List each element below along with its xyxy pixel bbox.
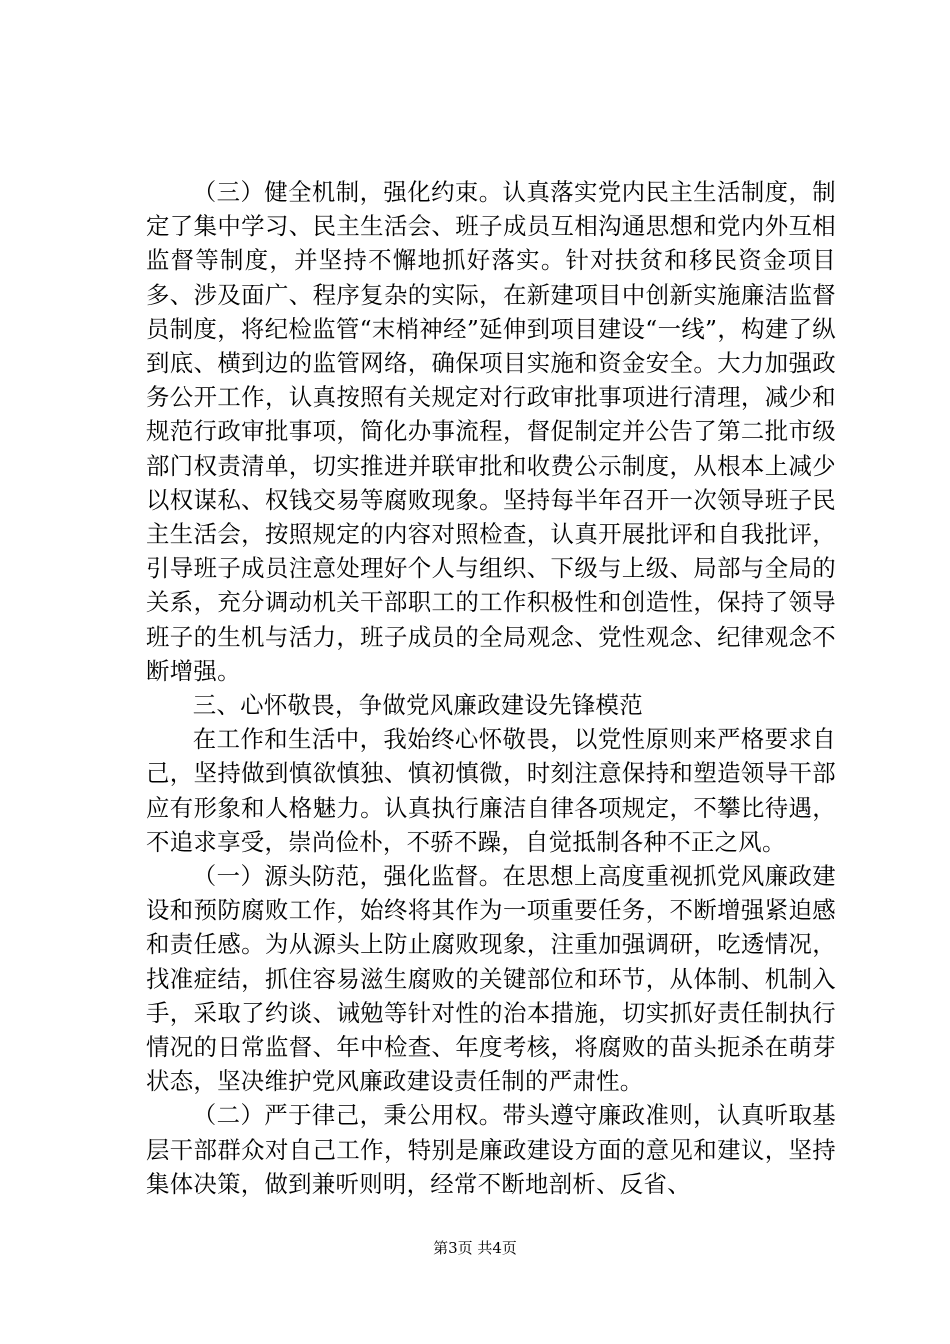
paragraph-reverence: 在工作和生活中，我始终心怀敬畏，以党性原则来严格要求自己，坚持做到慎欲慎独、慎初慎微，时刻注意保持和塑造领导干部应有形象和人格魅力。认真执行廉洁自律各项规定，不攀比待遇，不追求享受，崇尚俭朴，不骄不躁，自觉抵制各种不正之风。 [146, 725, 836, 856]
page-footer: 第3页 共4页 [433, 1239, 517, 1257]
section-heading-three: 三、心怀敬畏，争做党风廉政建设先锋模范 [192, 691, 643, 720]
document-body [146, 175, 836, 1201]
paragraph-mechanism: （三）健全机制，强化约束。认真落实党内民主生活制度，制定了集中学习、民主生活会、班子成员互相沟通思想和党内外互相监督等制度，并坚持不懈地抓好落实。针对扶贫和移民资金项目多、涉及面广、程序复杂的实际，在新建项目中创新实施廉洁监督员制度，将纪检监管“末梢神经”延伸到项目建设“一线”，构建了纵到底、横到边的监管网络，确保项目实施和资金安全。大力加强政务公开工作，认真按照有关规定对行政审批事项进行清理，减少和规范行政审批事项，简化办事流程，督促制定并公告了第二批市级部门权责清单，切实推进并联审批和收费公示制度，从根本上减少以权谋私、权钱交易等腐败现象。坚持每半年召开一次领导班子民主生活会，按照规定的内容对照检查，认真开展批评和自我批评，引导班子成员注意处理好个人与组织、下级与上级、局部与全局的关系，充分调动机关干部职工的工作积极性和创造性，保持了领导班子的生机与活力，班子成员的全局观念、党性观念、纪律观念不断增强。 [146, 178, 836, 685]
paragraph-self-discipline: （二）严于律己，秉公用权。带头遵守廉政准则，认真听取基层干部群众对自己工作，特别是廉政建设方面的意见和建议，坚持集体决策，做到兼听则明，经常不断地剖析、反省、 [146, 1101, 836, 1198]
paragraph-source-prevention: （一）源头防范，强化监督。在思想上高度重视抓党风廉政建设和预防腐败工作，始终将其作为一项重要任务，不断增强紧迫感和责任感。为从源头上防止腐败现象，注重加强调研，吃透情况，找准症结，抓住容易滋生腐败的关键部位和环节，从体制、机制入手，采取了约谈、诫勉等针对性的治本措施，切实抓好责任制执行情况的日常监督、年中检查、年度考核，将腐败的苗头扼杀在萌芽状态，坚决维护党风廉政建设责任制的严肃性。 [146, 862, 836, 1096]
